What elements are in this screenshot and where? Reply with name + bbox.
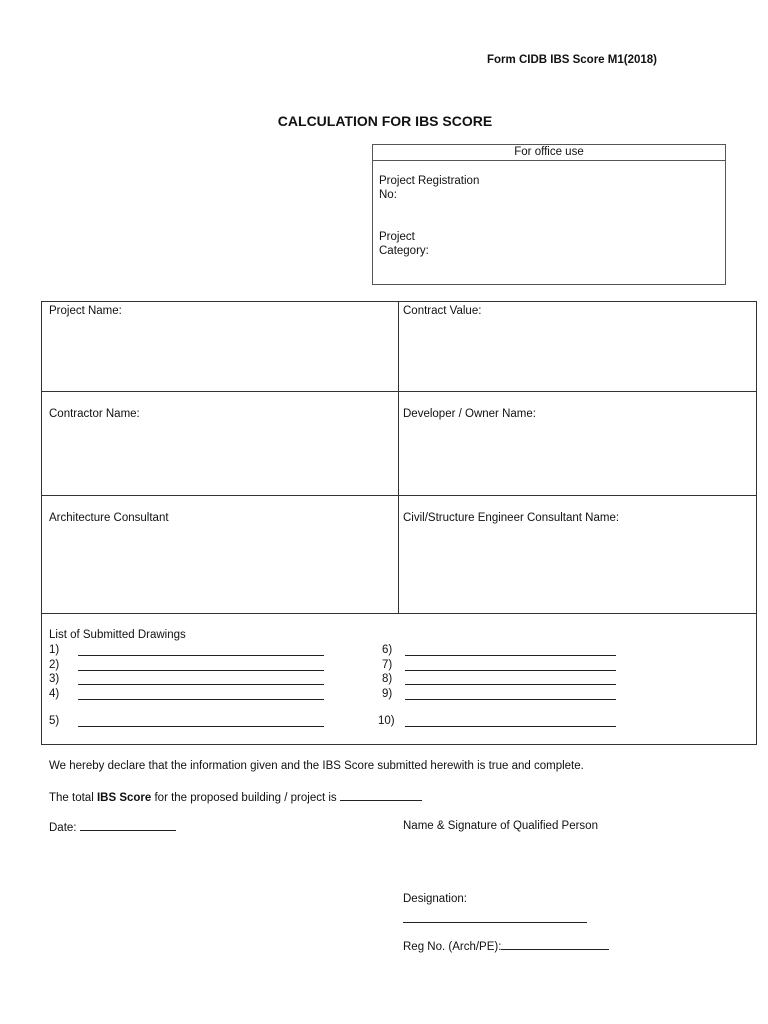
row-divider — [42, 495, 756, 496]
contract-value-field[interactable]: Contract Value: — [403, 305, 482, 317]
drawing-number: 7) — [382, 659, 393, 671]
total-suffix: for the proposed building / project is — [151, 792, 340, 804]
developer-owner-field[interactable]: Developer / Owner Name: — [403, 408, 536, 420]
project-category-label-2: Category: — [379, 244, 429, 257]
declaration-text: We hereby declare that the information given and the IBS Score submitted herewith is true and complete. — [49, 760, 584, 772]
page-title: CALCULATION FOR IBS SCORE — [277, 113, 493, 129]
reg-no-input[interactable] — [501, 939, 609, 950]
date-input[interactable] — [80, 820, 176, 831]
date-label: Date: — [49, 822, 80, 834]
drawing-number: 10) — [378, 715, 395, 727]
project-category-field[interactable] — [379, 231, 429, 258]
date-line — [49, 820, 176, 834]
project-category-label-1: Project — [379, 231, 415, 243]
form-code: Form CIDB IBS Score M1(2018) — [487, 54, 657, 66]
project-registration-field[interactable] — [379, 175, 479, 202]
office-use-header: For office use — [373, 145, 725, 161]
drawing-number: 5) — [49, 715, 60, 727]
drawing-number: 8) — [382, 673, 393, 685]
drawings-heading: List of Submitted Drawings — [49, 629, 186, 641]
total-ibs-score-input[interactable] — [340, 790, 422, 801]
project-registration-label-2: No: — [379, 188, 397, 201]
row-divider — [42, 391, 756, 392]
drawing-number: 6) — [382, 644, 393, 656]
drawing-number: 9) — [382, 688, 393, 700]
architecture-consultant-field[interactable]: Architecture Consultant — [49, 512, 169, 524]
contractor-name-field[interactable]: Contractor Name: — [49, 408, 140, 420]
project-name-field[interactable]: Project Name: — [49, 305, 122, 317]
reg-no-line — [403, 939, 609, 953]
drawing-number: 1) — [49, 644, 60, 656]
signature-label: Name & Signature of Qualified Person — [403, 820, 598, 832]
drawing-number: 3) — [49, 673, 60, 685]
reg-no-label: Reg No. (Arch/PE): — [403, 941, 502, 953]
drawing-number: 4) — [49, 688, 60, 700]
column-divider — [398, 302, 399, 613]
civil-structure-engineer-field[interactable]: Civil/Structure Engineer Consultant Name: — [403, 512, 620, 524]
designation-input[interactable] — [403, 922, 587, 923]
total-ibs-score-bold: IBS Score — [96, 792, 152, 804]
project-registration-label-1: Project Registration — [379, 175, 480, 187]
total-ibs-score-line — [49, 790, 422, 804]
designation-label: Designation: — [403, 893, 467, 905]
total-prefix: The total — [49, 792, 97, 804]
drawing-number: 2) — [49, 659, 60, 671]
office-use-box — [372, 144, 726, 285]
row-divider — [42, 613, 756, 614]
project-details-grid — [41, 301, 757, 745]
